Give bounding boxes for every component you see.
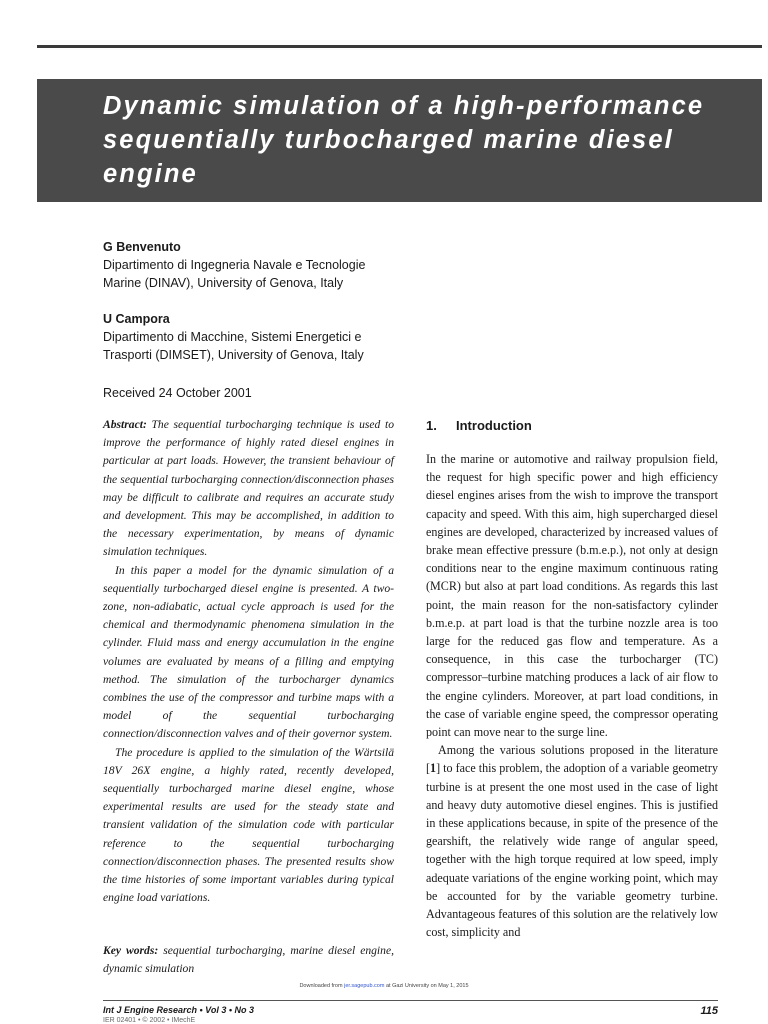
top-rule bbox=[37, 45, 762, 48]
keywords-label: Key words: bbox=[103, 944, 159, 957]
download-notice: Downloaded from jer.sagepub.com at Gazi University on May 1, 2015 bbox=[299, 983, 469, 989]
journal-code: IER 02401 • © 2002 • IMechE bbox=[103, 1017, 196, 1024]
author-affiliation: Dipartimento di Macchine, Sistemi Energetici e bbox=[103, 330, 362, 344]
page-number: 115 bbox=[700, 1005, 718, 1017]
abstract-label: Abstract: bbox=[103, 418, 147, 431]
title-banner bbox=[37, 79, 762, 202]
abstract-paragraph: In this paper a model for the dynamic simulation of a sequentially turbocharged diesel engine is presented. A two-zone, non-adiabatic, actual cycle approach is used for the chemical and thermodynamic phenomena simulation in the cylinder. Fluid mass and energy accumulation in the engine volumes are evaluated by means of a filling and emptying method. The simulation of the turbocharger dynamics combines the use of the compressor and turbine maps with a model of the sequential turbocharging connection/disconnection valves and of their governor system. bbox=[103, 563, 394, 741]
download-link[interactable]: jer.sagepub.com bbox=[344, 983, 385, 989]
authors-block bbox=[103, 238, 433, 402]
journal-reference: Int J Engine Research • Vol 3 • No 3 bbox=[103, 1005, 255, 1015]
article-title: Dynamic simulation of a high-performance sequentially turbocharged marine diesel engine bbox=[103, 92, 705, 188]
author-affiliation: Marine (DINAV), University of Genova, Italy bbox=[103, 276, 344, 290]
author-1 bbox=[103, 238, 433, 292]
section-title: Introduction bbox=[456, 418, 532, 433]
author-name: U Campora bbox=[103, 312, 170, 326]
keywords-text: sequential turbocharging, marine diesel engine, dynamic simulation bbox=[103, 944, 394, 976]
author-affiliation: Trasporti (DIMSET), University of Genova, Italy bbox=[103, 348, 364, 362]
introduction-body bbox=[426, 450, 718, 941]
author-2 bbox=[103, 310, 433, 364]
author-affiliation: Dipartimento di Ingegneria Navale e Tecnologie bbox=[103, 258, 366, 272]
abstract-paragraph: The procedure is applied to the simulation of the Wärtsilä 18V 26X engine, a highly rated, recently developed, sequentially turbocharged marine diesel engine, whose experimental results are used for the steady state and transient validation of the simulation code with particular reference to the sequential turbocharging connection/disconnection phases. The presented results show the time histories of some important variables during typical engine load variations. bbox=[103, 745, 394, 905]
section-heading bbox=[426, 418, 532, 433]
body-paragraph: Among the various solutions proposed in the literature [1] to face this problem, the adoption of a variable geometry turbine is at present the one most used in the case of light and heavy duty automotive diesel engines. This is justified in these applications because, in spite of the presence of the gearshift, the relatively wide range of angular speed, together with the high torque required at low speed, imply adequate variations of the engine working point, which may be accounted for by the variable geometry turbine. Advantageous features of this solution are the relatively low cost, simplicity and bbox=[426, 743, 718, 940]
footer-rule bbox=[103, 1000, 718, 1001]
abstract-paragraph: Abstract: The sequential turbocharging technique is used to improve the performance of highly rated diesel engines in particular at part loads. However, the transient behaviour of the sequential turbocharging connection/disconnection phases may be difficult to calibrate and requires an accurate study and development. This may be accomplished, in addition to the necessary experimentation, by means of dynamic simulation techniques. bbox=[103, 418, 395, 559]
abstract bbox=[103, 416, 394, 907]
citation-ref[interactable]: 1 bbox=[430, 761, 437, 776]
received-date: Received 24 October 2001 bbox=[103, 386, 252, 400]
section-number: 1. bbox=[426, 418, 437, 433]
body-paragraph: In the marine or automotive and railway propulsion field, the request for high specific power and high efficiency diesel engines arises from the wish to improve the transport capacity and speed. With this aim, high supercharged diesel engines are developed, characterized by increased values of brake mean effective pressure (b.m.e.p.), not only at design conditions near to the engine maximum continuous rating (MCR) but also at part load conditions. As regards this last point, the main reason for the non-satisfactory cylinder b.m.e.p. at part load is that the turbine nozzle area is too large for the reduced gas flow and temperature. As a consequence, in this case the turbocharger (TC) compressor–turbine matching produces a lack of air flow to the engine cylinders. Moreover, at part load conditions, in the case of variable engine speed, the compressor operating point can move near to the surge line. bbox=[426, 452, 718, 740]
keywords bbox=[103, 942, 394, 978]
author-name: G Benvenuto bbox=[103, 240, 181, 254]
